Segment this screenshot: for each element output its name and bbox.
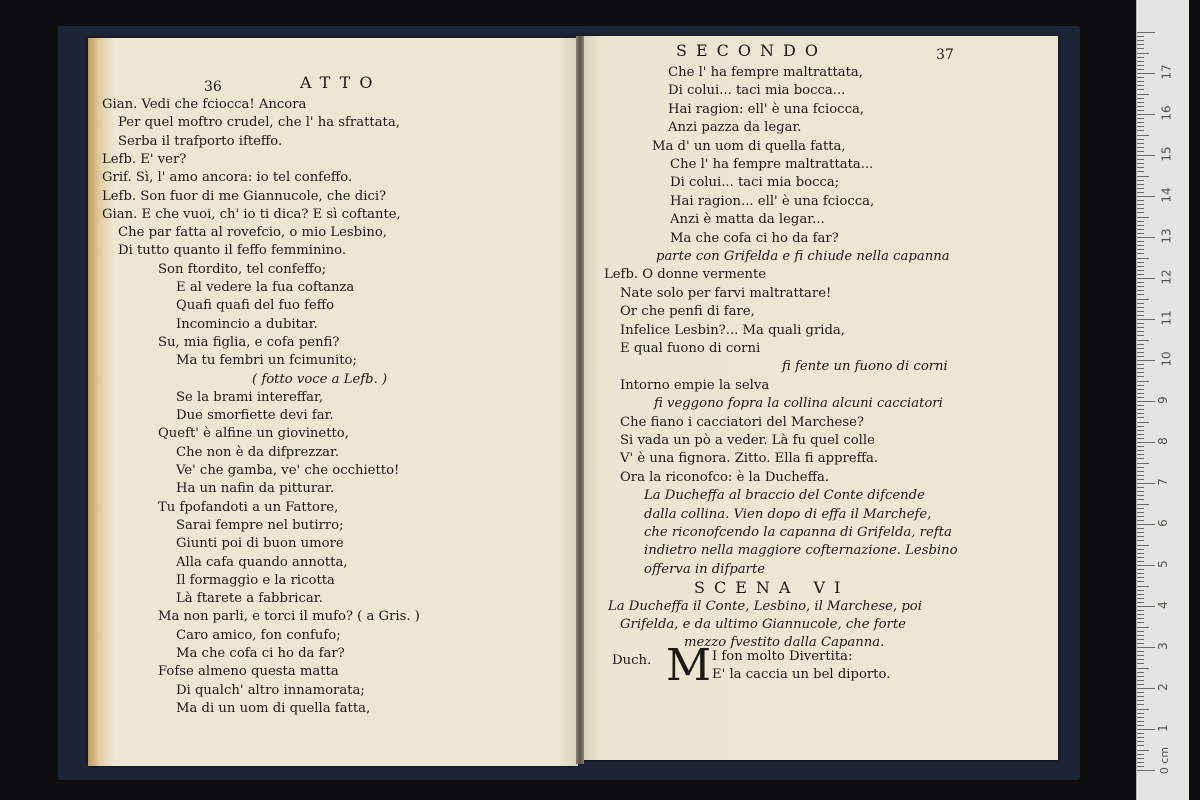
ruler-tick bbox=[1137, 40, 1144, 41]
ruler-tick bbox=[1137, 458, 1144, 459]
ruler-tick bbox=[1137, 721, 1144, 722]
ruler-tick bbox=[1137, 200, 1144, 201]
ruler-number: 3 bbox=[1155, 642, 1170, 650]
ruler-tick bbox=[1137, 504, 1149, 505]
drop-cap: M bbox=[666, 640, 712, 691]
ruler-tick bbox=[1137, 709, 1149, 710]
ruler-tick bbox=[1137, 532, 1144, 533]
left-page-line: Per quel moftro crudel, che l' ha sfrattata, bbox=[118, 115, 400, 131]
right-page-line: E qual fuono di corni bbox=[620, 341, 761, 356]
ruler-tick bbox=[1137, 557, 1144, 558]
ruler-number: 8 bbox=[1155, 437, 1170, 445]
ruler-tick bbox=[1137, 65, 1144, 66]
right-page-line: Lefb. O donne vermente bbox=[604, 267, 767, 283]
ruler-tick bbox=[1137, 618, 1144, 619]
ruler-number: 15 bbox=[1159, 146, 1174, 162]
left-page-line: E al vedere la fua coftanza bbox=[176, 280, 355, 295]
left-page-line: Là ftarete a fabbricar. bbox=[176, 591, 323, 607]
ruler-number: 12 bbox=[1159, 269, 1174, 285]
ruler-tick bbox=[1137, 450, 1144, 451]
left-page-line: Giunti poi di buon umore bbox=[176, 536, 344, 552]
ruler-tick bbox=[1137, 528, 1144, 529]
ruler-tick bbox=[1137, 680, 1144, 681]
ruler-number: 2 bbox=[1155, 683, 1170, 691]
ruler-tick bbox=[1137, 651, 1144, 652]
ruler-tick bbox=[1137, 668, 1149, 669]
ruler-tick bbox=[1137, 516, 1144, 517]
ruler-tick bbox=[1137, 635, 1144, 636]
ruler-tick bbox=[1137, 356, 1144, 357]
ruler-tick bbox=[1137, 766, 1144, 767]
right-page-line: Or che penfi di fare, bbox=[620, 304, 755, 320]
ruler-tick bbox=[1137, 180, 1144, 181]
ruler-number: 11 bbox=[1159, 310, 1174, 326]
ruler-tick bbox=[1137, 704, 1144, 705]
ruler-tick bbox=[1137, 85, 1144, 86]
ruler-tick bbox=[1137, 622, 1144, 623]
ruler-tick bbox=[1137, 57, 1144, 58]
ruler-tick bbox=[1137, 294, 1144, 295]
ruler-tick bbox=[1137, 569, 1144, 570]
left-page-line: Fofse almeno questa matta bbox=[158, 664, 339, 680]
ruler-tick bbox=[1137, 94, 1149, 95]
ruler-tick bbox=[1137, 491, 1144, 492]
right-page-line: parte con Grifelda e fi chiude nella capanna bbox=[656, 249, 950, 264]
ruler-tick bbox=[1137, 270, 1144, 271]
ruler-tick bbox=[1137, 684, 1144, 685]
left-page-line: Lefb. E' ver? bbox=[102, 151, 187, 167]
left-page-line: Sarai fempre nel butirro; bbox=[176, 517, 344, 533]
ruler-tick bbox=[1137, 446, 1144, 447]
ruler-tick bbox=[1137, 672, 1144, 673]
ruler-tick bbox=[1137, 225, 1144, 226]
ruler-tick bbox=[1137, 594, 1144, 595]
ruler-tick bbox=[1137, 499, 1144, 500]
ruler-tick bbox=[1137, 442, 1155, 443]
ruler-tick bbox=[1137, 422, 1149, 423]
left-page-line: Il formaggio e la ricotta bbox=[176, 572, 335, 588]
ruler-tick bbox=[1137, 409, 1144, 410]
ruler-tick bbox=[1137, 725, 1144, 726]
ruler-tick bbox=[1137, 647, 1155, 648]
ruler-tick bbox=[1137, 77, 1144, 78]
ruler-tick bbox=[1137, 745, 1144, 746]
right-running-head: SECONDO bbox=[676, 41, 827, 60]
ruler-tick bbox=[1137, 135, 1149, 136]
ruler-tick bbox=[1137, 245, 1144, 246]
ruler-tick bbox=[1137, 48, 1144, 49]
ruler-tick bbox=[1137, 241, 1144, 242]
left-page-line: Son ftordito, tel confeffo; bbox=[158, 261, 327, 277]
ruler-tick bbox=[1137, 266, 1144, 267]
right-page-line: indietro nella maggiore cofternazione. Lesbino bbox=[644, 543, 958, 559]
ruler-tick bbox=[1137, 577, 1144, 578]
ruler-tick bbox=[1137, 417, 1144, 418]
ruler-tick bbox=[1137, 229, 1144, 230]
ruler-tick bbox=[1137, 299, 1149, 300]
ruler-number: 6 bbox=[1155, 519, 1170, 527]
ruler-tick bbox=[1137, 397, 1144, 398]
ruler-tick bbox=[1137, 549, 1144, 550]
ruler-tick bbox=[1137, 106, 1144, 107]
ruler-tick bbox=[1137, 139, 1144, 140]
left-page-line: Di tutto quanto il feffo femminino. bbox=[118, 243, 347, 259]
right-page-line: Grifelda, e da ultimo Giannucole, che forte bbox=[620, 617, 906, 632]
ruler-tick bbox=[1137, 196, 1155, 197]
ruler-tick bbox=[1137, 663, 1144, 664]
ruler-tick bbox=[1137, 750, 1149, 751]
left-running-head: ATTO bbox=[300, 73, 382, 92]
right-page-line: fi veggono fopra la collina alcuni cacciatori bbox=[654, 396, 943, 412]
ruler-tick bbox=[1137, 565, 1155, 566]
right-page-line: che riconofcendo la capanna di Grifelda, refta bbox=[644, 525, 952, 540]
ruler-tick bbox=[1137, 495, 1144, 496]
ruler-tick bbox=[1137, 188, 1144, 189]
ruler-number: 9 bbox=[1155, 396, 1170, 404]
ruler-number: 1 bbox=[1155, 724, 1170, 732]
left-page-line: Incomincio a dubitar. bbox=[176, 316, 318, 332]
ruler-tick bbox=[1137, 307, 1144, 308]
ruler-tick bbox=[1137, 167, 1144, 168]
ruler-tick bbox=[1137, 598, 1144, 599]
ruler-tick bbox=[1137, 69, 1144, 70]
ruler-tick bbox=[1137, 364, 1144, 365]
left-page-line: Se la brami intereffar, bbox=[176, 389, 324, 405]
left-page-line: Queft' è alfine un giovinetto, bbox=[158, 426, 349, 442]
ruler-tick bbox=[1137, 655, 1144, 656]
ruler-tick bbox=[1137, 520, 1144, 521]
ruler-tick bbox=[1137, 192, 1144, 193]
left-page-line: Che non è da difprezzar. bbox=[176, 444, 340, 460]
right-page-line: Che l' ha fempre maltrattata, bbox=[668, 65, 863, 80]
ruler-tick bbox=[1137, 61, 1144, 62]
right-page-line: mezzo fvestito dalla Capanna. bbox=[684, 635, 885, 651]
ruler-tick bbox=[1137, 344, 1144, 345]
ruler-tick bbox=[1137, 204, 1144, 205]
ruler-tick bbox=[1137, 524, 1155, 525]
ruler-tick bbox=[1137, 348, 1144, 349]
right-page-line: Intorno empie la selva bbox=[620, 377, 770, 393]
ruler-tick bbox=[1137, 282, 1144, 283]
ruler-number: 5 bbox=[1155, 560, 1170, 568]
ruler-tick bbox=[1137, 508, 1144, 509]
ruler-tick bbox=[1137, 274, 1144, 275]
left-page-line: Serba il trafporto ifteffo. bbox=[118, 133, 283, 149]
right-page-line: Infelice Lesbin?... Ma quali grida, bbox=[620, 322, 845, 338]
left-page-line: Ma non parli, e torci il mufo? ( a Gris. ) bbox=[158, 609, 420, 625]
ruler-tick bbox=[1137, 253, 1144, 254]
right-page-line: Che fiano i cacciatori del Marchese? bbox=[620, 414, 864, 430]
ruler-tick bbox=[1137, 110, 1144, 111]
ruler-tick bbox=[1137, 614, 1144, 615]
left-page-line: Su, mia figlia, e cofa penfi? bbox=[158, 334, 340, 350]
ruler-tick bbox=[1137, 540, 1144, 541]
ruler-tick bbox=[1137, 73, 1155, 74]
ruler-tick bbox=[1137, 536, 1144, 537]
ruler-tick bbox=[1137, 475, 1144, 476]
book-gutter bbox=[576, 36, 584, 764]
measuring-ruler bbox=[1136, 0, 1189, 800]
left-page-line: Quafi quafi del fuo feffo bbox=[176, 298, 335, 314]
ruler-tick bbox=[1137, 483, 1155, 484]
left-page-line: Ma di un uom di quella fatta, bbox=[176, 700, 371, 716]
right-page-line: Nate solo per farvi maltrattare! bbox=[620, 285, 832, 301]
left-page-line: Gian. E che vuoi, ch' io ti dica? E sì coftante, bbox=[102, 206, 401, 222]
ruler-tick bbox=[1137, 233, 1144, 234]
ruler-tick bbox=[1137, 290, 1144, 291]
left-page-line: Ha un nafin da pitturar. bbox=[176, 481, 335, 497]
ruler-tick bbox=[1137, 315, 1144, 316]
right-page-line: La Ducheffa il Conte, Lesbino, il Marchese, poi bbox=[608, 598, 922, 614]
right-page-line: Anzi pazza da legar. bbox=[668, 120, 802, 136]
ruler-tick bbox=[1137, 659, 1144, 660]
ruler-tick bbox=[1137, 221, 1144, 222]
right-page-line: SCENA VI bbox=[694, 578, 850, 598]
ruler-tick bbox=[1137, 352, 1144, 353]
left-page-line: Grif. Sì, l' amo ancora: io tel confeffo. bbox=[102, 170, 353, 186]
ruler-tick bbox=[1137, 163, 1144, 164]
left-page-number: 36 bbox=[204, 79, 222, 95]
ruler-tick bbox=[1137, 602, 1144, 603]
ruler-tick bbox=[1137, 717, 1144, 718]
ruler-tick bbox=[1137, 737, 1144, 738]
ruler-tick bbox=[1137, 733, 1144, 734]
ruler-tick bbox=[1137, 676, 1144, 677]
ruler-tick bbox=[1137, 122, 1144, 123]
ruler-tick bbox=[1137, 606, 1155, 607]
ruler-tick bbox=[1137, 401, 1155, 402]
right-page-line: dalla collina. Vien dopo di effa il Marchefe, bbox=[644, 506, 932, 522]
ruler-tick bbox=[1137, 729, 1155, 730]
ruler-tick bbox=[1137, 413, 1144, 414]
ruler-tick bbox=[1137, 81, 1144, 82]
ruler-tick bbox=[1137, 381, 1149, 382]
ruler-tick bbox=[1137, 217, 1149, 218]
final-line-1: I fon molto Divertita: bbox=[712, 649, 853, 664]
ruler-number: 4 bbox=[1155, 601, 1170, 609]
ruler-tick bbox=[1137, 553, 1144, 554]
ruler-tick bbox=[1137, 311, 1144, 312]
ruler-number: 13 bbox=[1159, 228, 1174, 244]
ruler-tick bbox=[1137, 389, 1144, 390]
ruler-tick bbox=[1137, 237, 1155, 238]
speaker-duch: Duch. bbox=[612, 653, 652, 668]
ruler-tick bbox=[1137, 426, 1144, 427]
ruler-tick bbox=[1137, 627, 1149, 628]
ruler-tick bbox=[1137, 471, 1144, 472]
ruler-tick bbox=[1137, 762, 1144, 763]
left-page-line: Ma tu fembri un fcimunito; bbox=[176, 353, 357, 369]
right-page-line: Di colui... taci mia bocca; bbox=[670, 175, 840, 191]
ruler-tick bbox=[1137, 438, 1144, 439]
ruler-tick bbox=[1137, 713, 1144, 714]
ruler-tick bbox=[1137, 463, 1149, 464]
ruler-tick bbox=[1137, 590, 1144, 591]
ruler-tick bbox=[1137, 610, 1144, 611]
ruler-tick bbox=[1137, 118, 1144, 119]
ruler-number: 14 bbox=[1159, 187, 1174, 203]
ruler-tick bbox=[1137, 430, 1144, 431]
ruler-number: 10 bbox=[1159, 351, 1174, 367]
ruler-tick bbox=[1137, 467, 1144, 468]
ruler-number: 16 bbox=[1159, 105, 1174, 121]
ruler-tick bbox=[1137, 249, 1144, 250]
right-page-line: Di colui... taci mia bocca... bbox=[668, 83, 846, 99]
ruler-tick bbox=[1137, 303, 1144, 304]
ruler-tick bbox=[1137, 454, 1144, 455]
right-page-line: offerva in difparte bbox=[644, 561, 766, 577]
right-page-line: La Ducheffa al braccio del Conte difcende bbox=[644, 488, 925, 504]
ruler-tick bbox=[1137, 327, 1144, 328]
ruler-tick bbox=[1137, 323, 1144, 324]
ruler-tick bbox=[1137, 44, 1144, 45]
right-page-line: Ma d' un uom di quella fatta, bbox=[652, 138, 846, 154]
ruler-tick bbox=[1137, 176, 1149, 177]
ruler-tick bbox=[1137, 331, 1144, 332]
left-page-line: ( fotto voce a Lefb. ) bbox=[252, 371, 388, 387]
ruler-tick bbox=[1137, 102, 1144, 103]
ruler-tick bbox=[1137, 258, 1149, 259]
ruler-tick bbox=[1137, 434, 1144, 435]
ruler-tick bbox=[1137, 360, 1155, 361]
ruler-tick bbox=[1137, 754, 1144, 755]
ruler-tick bbox=[1137, 573, 1144, 574]
ruler-tick bbox=[1137, 581, 1144, 582]
ruler-tick bbox=[1137, 319, 1155, 320]
ruler-tick bbox=[1137, 376, 1144, 377]
ruler-tick bbox=[1137, 208, 1144, 209]
ruler-tick bbox=[1137, 487, 1144, 488]
right-page-line: fi fente un fuono di corni bbox=[782, 359, 948, 375]
ruler-tick bbox=[1137, 126, 1144, 127]
left-page-line: Tu fpofandoti a un Fattore, bbox=[158, 499, 339, 515]
ruler-tick bbox=[1137, 159, 1144, 160]
ruler-tick bbox=[1137, 36, 1144, 37]
ruler-tick bbox=[1137, 631, 1144, 632]
ruler-tick bbox=[1137, 696, 1144, 697]
ruler-tick bbox=[1137, 405, 1144, 406]
ruler-tick bbox=[1137, 278, 1155, 279]
ruler-tick bbox=[1137, 643, 1144, 644]
right-page-line: Hai ragion: ell' è una fciocca, bbox=[668, 101, 865, 117]
ruler-tick bbox=[1137, 545, 1149, 546]
ruler-tick bbox=[1137, 340, 1149, 341]
ruler-tick bbox=[1137, 212, 1144, 213]
ruler-tick bbox=[1137, 770, 1155, 771]
right-page-line: Che l' ha fempre maltrattata... bbox=[670, 157, 874, 172]
right-page-number: 37 bbox=[936, 47, 954, 63]
ruler-number: 17 bbox=[1159, 64, 1174, 80]
ruler-tick bbox=[1137, 171, 1144, 172]
ruler-tick bbox=[1137, 130, 1144, 131]
ruler-tick bbox=[1137, 262, 1144, 263]
ruler-tick bbox=[1137, 114, 1155, 115]
ruler-tick bbox=[1137, 372, 1144, 373]
ruler-tick bbox=[1137, 89, 1144, 90]
ruler-tick bbox=[1137, 385, 1144, 386]
right-page-line: V' è una fignora. Zitto. Ella fi appreffa. bbox=[620, 451, 879, 467]
right-page-line: Ora la riconofco: è la Ducheffa. bbox=[620, 469, 830, 485]
ruler-tick bbox=[1137, 32, 1155, 33]
ruler-tick bbox=[1137, 53, 1149, 54]
ruler-tick bbox=[1137, 184, 1144, 185]
ruler-tick bbox=[1137, 692, 1144, 693]
ruler-tick bbox=[1137, 700, 1144, 701]
ruler-tick bbox=[1137, 335, 1144, 336]
ruler-tick bbox=[1137, 155, 1155, 156]
ruler-tick bbox=[1137, 639, 1144, 640]
right-page-line: Hai ragion... ell' è una fciocca, bbox=[670, 193, 875, 209]
ruler-tick bbox=[1137, 512, 1144, 513]
ruler-tick bbox=[1137, 147, 1144, 148]
ruler-unit: 0 cm bbox=[1158, 746, 1172, 775]
right-page-line: Ma che cofa ci ho da far? bbox=[670, 230, 839, 246]
left-page-line: Ma che cofa ci ho da far? bbox=[176, 646, 345, 661]
ruler-tick bbox=[1137, 151, 1144, 152]
right-page-line: Anzi è matta da legar... bbox=[670, 212, 825, 228]
ruler-tick bbox=[1137, 561, 1144, 562]
left-page-line: Di qualch' altro innamorata; bbox=[176, 682, 365, 698]
final-line-2: E' la caccia un bel diporto. bbox=[712, 667, 891, 682]
left-page-line: Caro amico, fon confufo; bbox=[176, 627, 341, 643]
ruler-tick bbox=[1137, 143, 1144, 144]
left-page-line: Lefb. Son fuor di me Giannucole, che dici? bbox=[102, 188, 387, 204]
left-page-line: Alla cafa quando annotta, bbox=[176, 554, 348, 570]
ruler-tick bbox=[1137, 688, 1155, 689]
ruler-tick bbox=[1137, 393, 1144, 394]
ruler-number: 7 bbox=[1155, 478, 1170, 486]
ruler-tick bbox=[1137, 368, 1144, 369]
left-page-line: Che par fatta al rovefcio, o mio Lesbino, bbox=[118, 225, 387, 241]
right-page-line: Si vada un pò a veder. Là fu quel colle bbox=[620, 433, 875, 448]
ruler-tick bbox=[1137, 586, 1149, 587]
left-page-line: Due smorfiette devi far. bbox=[176, 408, 334, 424]
ruler-tick bbox=[1137, 758, 1144, 759]
ruler-tick bbox=[1137, 741, 1144, 742]
ruler-tick bbox=[1137, 479, 1144, 480]
ruler-tick bbox=[1137, 98, 1144, 99]
ruler-tick bbox=[1137, 286, 1144, 287]
left-page-line: Ve' che gamba, ve' che occhietto! bbox=[176, 463, 400, 478]
left-page-line: Gian. Vedi che fciocca! Ancora bbox=[102, 97, 307, 112]
